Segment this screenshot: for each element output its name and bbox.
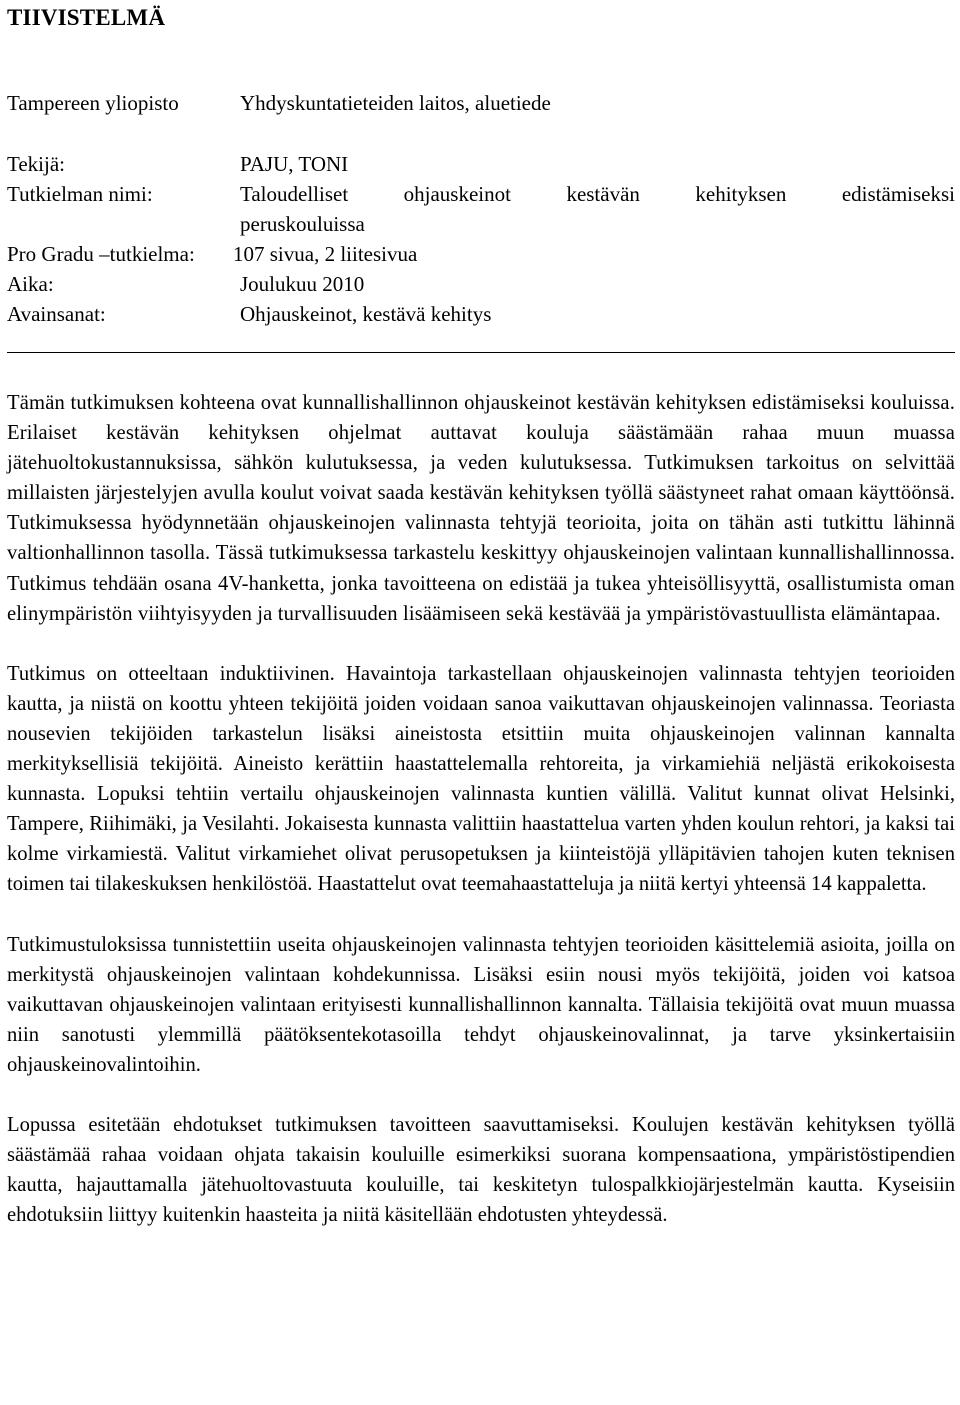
abstract-body xyxy=(7,388,955,1260)
keywords-value: Ohjauskeinot, kestävä kehitys xyxy=(240,302,492,326)
date-label: Aika: xyxy=(7,272,54,296)
author-label: Tekijä: xyxy=(7,152,66,176)
abstract-paragraph-2: Tutkimus on otteeltaan induktiivinen. Havaintoja tarkastellaan ohjauskeinojen valinnasta tehtyjen teorioiden kautta, ja niistä on koottu yhteen tekijöitä joiden voidaan sanoa vaikuttavan ohjauskeinojen valinnassa. Teoriasta nousevien tekijöiden tarkastelun lisäksi aineistosta etsittiin muita ohjauskeinojen valinnan kannalta merkityksellisiä tekijöitä. Aineisto kerättiin haastattelemalla rehtoreita, ja virkamiehiä neljästä erikokoisesta kunnasta. Lopuksi tehtiin vertailu ohjauskeinojen valinnasta kuntien välillä. Valitut kunnat olivat Helsinki, Tampere, Riihimäki, ja Vesilahti. Jokaisesta kunnasta valittiin haastattelua varten yhden koulun rehtori, ja kaksi tai kolme virkamiestä. Valitut virkamiehet olivat perusopetuksen ja kiinteistöjä ylläpitävien tahojen kuten teknisen toimen tai tilakeskuksen henkilöstöä. Haastattelut ovat teemahaastatteluja ja niitä kertyi yhteensä 14 kappaletta. xyxy=(7,662,955,896)
university-name: Tampereen yliopisto xyxy=(7,91,179,115)
department-name: Yhdyskuntatieteiden laitos, aluetiede xyxy=(240,91,551,115)
abstract-paragraph-3: Tutkimustuloksissa tunnistettiin useita ohjauskeinojen valinnasta tehtyjen teorioiden käsittelemiä asioita, joilla on merkitystä ohjauskeinojen valintaan kohdekunnissa. Lisäksi esiin nousi myös tekijöitä, joiden voi katsoa vaikuttavan ohjauskeinojen valintaan erityisesti kunnallishallinnon kannalta. Tällaisia tekijöitä ovat muun muassa niin sanotusti ylemmillä päätöksentekotasoilla tehdyt ohjauskeinovalinnat, ja tarve yksinkertaisiin ohjauskeinovalintoihin. xyxy=(7,933,955,1076)
abstract-paragraph-4: Lopussa esitetään ehdotukset tutkimuksen tavoitteen saavuttamiseksi. Koulujen kestävän kehityksen työllä säästämää rahaa voidaan ohjata takaisin kouluille esimerkiksi suorana kompensaationa, ympäristöstipendien kautta, hajauttamalla jätehuoltovastuuta kouluille, tai keskitetyn tulospalkkiojärjestelmän kautta. Kyseisiin ehdotuksiin liittyy kuitenkin haasteita ja niitä käsitellään ehdotusten yhteydessä. xyxy=(7,1113,955,1227)
thesis-title-label: Tutkielman nimi: xyxy=(7,182,153,206)
thesis-title-value-line1: Taloudelliset ohjauskeinot kestävän kehityksen edistämiseksi xyxy=(240,182,955,206)
abstract-paragraph-1: Tämän tutkimuksen kohteena ovat kunnallishallinnon ohjauskeinot kestävän kehityksen edistämiseksi kouluissa. Erilaiset kestävän kehityksen ohjelmat auttavat kouluja säästämään rahaa muun muassa jätehuoltokustannuksissa, sähkön kulutuksessa, ja veden kulutuksessa. Tutkimuksen tarkoitus on selvittää millaisten järjestelyjen avulla koulut voivat saada kestävän kehityksen työllä säästyneet rahat omaan käyttöönsä. Tutkimuksessa hyödynnetään ohjauskeinojen valinnasta tehtyjä teorioita, joita on tähän asti tutkittu lähinnä valtionhallinnon tasolla. Tässä tutkimuksessa tarkastelu keskittyy ohjauskeinojen valintaan kunnallishallinnossa. Tutkimus tehdään osana 4V-hanketta, jonka tavoitteena on edistää ja tukea yhteisöllisyyttä, osallistumista oman elinympäristön viihtyisyyden ja turvallisuuden lisäämiseen sekä kestävää ja ympäristövastuullista elämäntapaa. xyxy=(7,392,955,625)
author-value: PAJU, TONI xyxy=(240,152,349,176)
separator-line xyxy=(7,352,955,353)
date-value: Joulukuu 2010 xyxy=(240,272,365,296)
thesis-type-value: 107 sivua, 2 liitesivua xyxy=(233,242,418,266)
page-title: TIIVISTELMÄ xyxy=(7,5,166,30)
thesis-title-value-line2: peruskouluissa xyxy=(240,212,365,236)
keywords-label: Avainsanat: xyxy=(7,302,106,326)
thesis-type-label: Pro Gradu –tutkielma: xyxy=(7,242,195,266)
